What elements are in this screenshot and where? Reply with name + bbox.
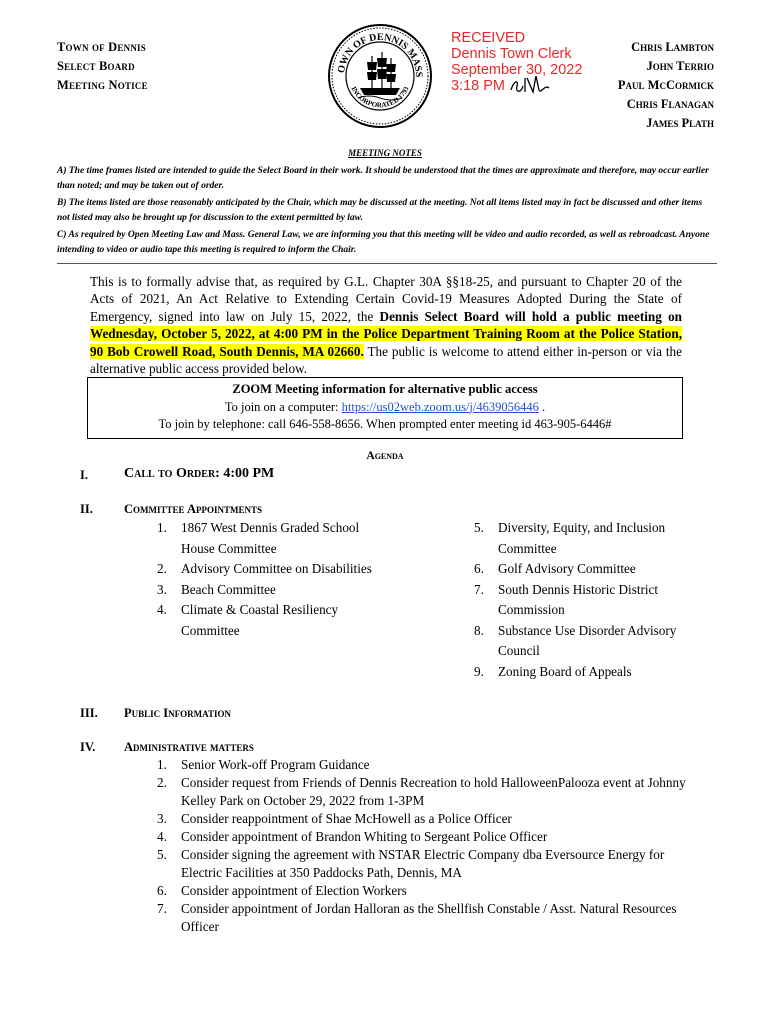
zoom-info-box xyxy=(87,377,683,439)
zoom-meeting-link[interactable]: https://us02web.zoom.us/j/4639056446 xyxy=(341,399,539,414)
board-name: Select Board xyxy=(57,59,135,73)
intro-text: This is to formally advise that, as required by G.L. Chapter 30A §§18-25, and pursuant to Chapter 20 of the Acts of 2021, An Act Relative to Extending Certain Covid-19 Measures Adopted During the State of Emergency, signed into law on July 15, 2022, the xyxy=(90,274,682,324)
stamp-time: 3:18 PM xyxy=(451,78,505,94)
zoom-computer-line xyxy=(88,399,682,417)
zoom-phone-line: To join by telephone: call 646-558-8656. When prompted enter meeting id 463-905-6446# xyxy=(158,417,612,431)
svg-text:INCORPORATED 1793: INCORPORATED 1793 xyxy=(349,85,411,110)
list-item: 5. Consider signing the agreement with NSTAR Electric Company dba Eversource Energy for Electric Facilities at 350 Paddocks Path, Dennis, MA xyxy=(157,847,665,880)
note-c: C) As required by Open Meeting Law and Mass. General Law, we are informing you that this meeting will be video and audio recorded, as well as rebroadcast. Anyone intending to video or audio tape this meeting is required to inform the Chair. xyxy=(57,230,710,255)
document-type: Meeting Notice xyxy=(57,78,148,92)
zoom-computer-prefix: To join on a computer: xyxy=(224,399,342,414)
clerk-signature xyxy=(509,72,553,98)
agenda-title: Agenda xyxy=(366,450,404,462)
stamp-date: September 30, 2022 xyxy=(451,62,583,78)
section-committee-appointments: Committee Appointments xyxy=(124,502,262,516)
list-item: 7. South Dennis Historic District Commission xyxy=(474,581,659,617)
stamp-office: Dennis Town Clerk xyxy=(451,46,572,62)
zoom-title: ZOOM Meeting information for alternative public access xyxy=(232,382,538,396)
town-name: Town of Dennis xyxy=(57,40,146,54)
committees-list-right xyxy=(474,518,694,682)
committees-list-left xyxy=(157,518,387,641)
section-call-to-order: Call to Order: 4:00 PM xyxy=(124,466,275,481)
divider xyxy=(57,263,717,264)
intro-text-end: The public is welcome to attend either in-person or via the alternative public access provided below. xyxy=(90,343,683,377)
town-seal-logo xyxy=(326,22,434,130)
member-name: James Plath xyxy=(646,116,714,130)
member-name: Paul McCormick xyxy=(617,78,714,92)
stamp-received: RECEIVED xyxy=(451,30,526,46)
note-a: A) The time frames listed are intended to guide the Select Board in their work. It should be understood that the times are approximate and therefore, may occur earlier than noted; and may be taken out of order. xyxy=(57,166,709,191)
list-item: 5. Diversity, Equity, and Inclusion Committee xyxy=(474,520,666,556)
section-numeral: IV. xyxy=(80,740,96,754)
note-b: B) The items listed are those reasonably anticipated by the Chair, which may be discussed at the meeting. Not all items listed may in fact be discussed and other items not listed may also be brought up for discussion to the extent permitted by law. xyxy=(57,198,703,223)
list-item: 3. Consider reappointment of Shae McHowell as a Police Officer xyxy=(157,811,512,826)
section-numeral: II. xyxy=(80,502,93,516)
list-item: 1. Senior Work-off Program Guidance xyxy=(157,757,370,772)
list-item: 7. Consider appointment of Jordan Halloran as the Shellfish Constable / Asst. Natural Resources Officer xyxy=(157,901,677,934)
meeting-announcement xyxy=(90,273,682,377)
header-left-block xyxy=(57,38,148,95)
list-item: 4. Consider appointment of Brandon Whiting to Sergeant Police Officer xyxy=(157,829,548,844)
member-name: Chris Flanagan xyxy=(626,97,714,111)
member-name: Chris Lambton xyxy=(631,40,714,54)
list-item: 6. Golf Advisory Committee xyxy=(474,561,636,576)
meeting-notes-title: MEETING NOTES xyxy=(348,148,422,158)
list-item: 9. Zoning Board of Appeals xyxy=(474,663,632,679)
list-item: 1. 1867 West Dennis Graded School House Committee xyxy=(157,520,360,556)
stamp-time-row xyxy=(451,78,582,94)
list-item: 4. Climate & Coastal Resiliency Committee xyxy=(157,602,339,638)
list-item: 3. Beach Committee xyxy=(157,581,276,597)
section-numeral: III. xyxy=(80,706,98,720)
list-item: 8. Substance Use Disorder Advisory Council xyxy=(474,622,677,658)
member-name: John Terrio xyxy=(646,59,714,73)
section-numeral: I. xyxy=(80,468,88,482)
received-stamp xyxy=(451,30,582,94)
list-item: 2. Advisory Committee on Disabilities xyxy=(157,561,372,576)
administrative-items-list xyxy=(157,756,687,936)
meeting-time-location: Wednesday, October 5, 2022, at 4:00 PM in the Police Department Training Room at the Police Station, 90 Bob Crowell Road, South Dennis, MA 02660. xyxy=(90,326,682,359)
zoom-computer-suffix: . xyxy=(538,399,546,414)
intro-bold: Dennis Select Board will hold a public meeting on xyxy=(379,308,682,324)
section-public-information: Public Information xyxy=(124,706,231,720)
list-item: 6. Consider appointment of Election Workers xyxy=(157,883,407,898)
board-members-list xyxy=(618,38,714,133)
list-item: 2. Consider request from Friends of Dennis Recreation to hold HalloweenPalooza event at Johnny Kelley Park on October 29, 2022 from 1-3PM xyxy=(157,775,686,808)
svg-text:TOWN OF DENNIS MASS.: OWN OF DENNIS MASS xyxy=(336,31,425,78)
section-administrative-matters: Administrative matters xyxy=(124,740,254,754)
